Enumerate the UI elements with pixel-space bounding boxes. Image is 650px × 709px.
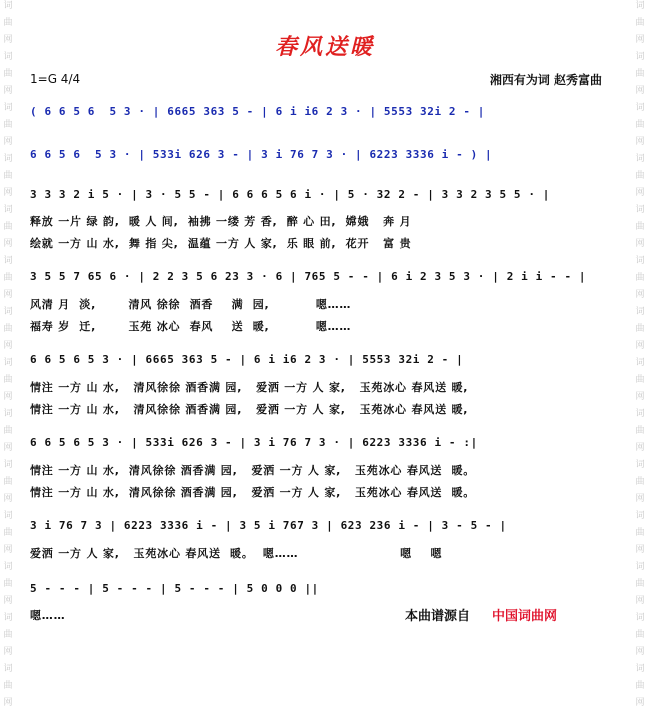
watermark-glyph: 曲 <box>635 324 645 334</box>
watermark-glyph: 网 <box>635 137 645 147</box>
key-signature: 1=G 4/4 <box>30 72 81 86</box>
chorus-lyrics-2b: 情注 一方 山 水, 清风徐徐 酒香满 园, 爱洒 一方 人 家, 玉苑冰心 春风送 暖。 <box>30 486 476 499</box>
watermark-glyph: 网 <box>635 596 645 606</box>
watermark-glyph: 曲 <box>3 681 13 691</box>
watermark-glyph: 词 <box>635 460 645 470</box>
watermark-glyph: 词 <box>3 103 13 113</box>
watermark-glyph: 网 <box>3 188 13 198</box>
coda-notation-line-1: 3 i 76 7 3 | 6223 3336 i - | 3 5 i 767 3 | 623 236 i - | 3 - 5 - | <box>30 519 507 532</box>
watermark-glyph: 曲 <box>635 18 645 28</box>
watermark-glyph: 网 <box>3 443 13 453</box>
watermark-glyph: 网 <box>635 290 645 300</box>
watermark-glyph: 网 <box>3 35 13 45</box>
song-title: 春风送暖 <box>274 34 375 60</box>
watermark-glyph: 词 <box>635 409 645 419</box>
watermark-glyph: 曲 <box>635 477 645 487</box>
watermark-glyph: 曲 <box>635 579 645 589</box>
watermark-glyph: 网 <box>3 239 13 249</box>
source-label: 本曲谱源自 <box>405 609 471 624</box>
chorus-notation-line-2: 6 6 5 6 5 3 · | 533i 626 3 - | 3 i 76 7 3 · | 6223 3336 i - :| <box>30 436 478 449</box>
watermark-glyph: 曲 <box>635 273 645 283</box>
watermark-glyph: 词 <box>635 511 645 521</box>
watermark-glyph: 曲 <box>3 630 13 640</box>
watermark-glyph: 曲 <box>635 375 645 385</box>
watermark-glyph: 词 <box>635 358 645 368</box>
watermark-glyph: 词 <box>3 52 13 62</box>
watermark-glyph: 曲 <box>3 426 13 436</box>
watermark-glyph: 曲 <box>3 528 13 538</box>
watermark-glyph: 网 <box>3 86 13 96</box>
chorus-lyrics-1b: 情注 一方 山 水, 清风徐徐 酒香满 园, 爱洒 一方 人 家, 玉苑冰心 春风送 暖, <box>30 403 469 416</box>
watermark-glyph: 网 <box>635 698 645 708</box>
coda-lyrics-2: 嗯…… <box>30 609 66 622</box>
watermark-glyph: 曲 <box>635 171 645 181</box>
watermark-glyph: 曲 <box>635 681 645 691</box>
watermark-glyph: 词 <box>3 460 13 470</box>
watermark-glyph: 曲 <box>3 324 13 334</box>
source-credit <box>405 605 557 624</box>
watermark-glyph: 词 <box>3 511 13 521</box>
watermark-glyph: 网 <box>635 239 645 249</box>
watermark-glyph: 词 <box>3 358 13 368</box>
watermark-glyph: 词 <box>3 154 13 164</box>
credits: 湘西有为词 赵秀富曲 <box>489 73 602 87</box>
watermark-glyph: 词 <box>3 307 13 317</box>
watermark-glyph: 词 <box>3 1 13 11</box>
watermark-glyph: 网 <box>635 392 645 402</box>
watermark-glyph: 词 <box>635 664 645 674</box>
coda-lyrics-1: 爱洒 一方 人 家, 玉苑冰心 春风送 暖。 嗯…… 嗯 嗯 <box>30 547 443 560</box>
watermark-glyph: 网 <box>635 341 645 351</box>
watermark-glyph: 词 <box>3 664 13 674</box>
watermark-glyph: 曲 <box>3 120 13 130</box>
watermark-glyph: 网 <box>3 137 13 147</box>
watermark-glyph: 曲 <box>3 375 13 385</box>
watermark-glyph: 曲 <box>3 477 13 487</box>
verse-lyrics-1b: 绘就 一方 山 水, 舞 指 尖, 温蕴 一方 人 家, 乐 眼 前, 花开 富 贵 <box>30 237 412 250</box>
watermark-glyph: 曲 <box>635 528 645 538</box>
watermark-glyph: 曲 <box>3 18 13 28</box>
watermark-glyph: 词 <box>635 205 645 215</box>
verse-lyrics-2b: 福寿 岁 迁, 玉苑 冰心 春风 送 暖, 嗯…… <box>30 320 352 333</box>
watermark-glyph: 词 <box>3 613 13 623</box>
watermark-glyph: 网 <box>635 35 645 45</box>
watermark-glyph: 词 <box>635 613 645 623</box>
watermark-glyph: 曲 <box>635 426 645 436</box>
watermark-glyph: 网 <box>635 647 645 657</box>
watermark-glyph: 网 <box>3 341 13 351</box>
prelude-notation-line-2: 6 6 5 6 5 3 · | 533i 626 3 - | 3 i 76 7 3 · | 6223 3336 i - ) | <box>30 148 493 161</box>
chorus-lyrics-1a: 情注 一方 山 水, 清风徐徐 酒香满 园, 爱洒 一方 人 家, 玉苑冰心 春风送 暖, <box>30 381 469 394</box>
watermark-glyph: 曲 <box>635 120 645 130</box>
coda-notation-line-2: 5 - - - | 5 - - - | 5 - - - | 5 0 0 0 || <box>30 582 319 595</box>
watermark-glyph: 词 <box>635 307 645 317</box>
prelude-notation-line-1: ( 6 6 5 6 5 3 · | 6665 363 5 - | 6 i i6 2 3 · | 5553 32i 2 - | <box>30 105 486 118</box>
watermark-glyph: 网 <box>3 698 13 708</box>
watermark-glyph: 曲 <box>3 171 13 181</box>
watermark-glyph: 词 <box>3 205 13 215</box>
watermark-left <box>1 0 15 708</box>
watermark-glyph: 网 <box>3 494 13 504</box>
chorus-notation-line-1: 6 6 5 6 5 3 · | 6665 363 5 - | 6 i i6 2 3 · | 5553 32i 2 - | <box>30 353 464 366</box>
watermark-glyph: 网 <box>635 443 645 453</box>
watermark-glyph: 网 <box>635 86 645 96</box>
watermark-glyph: 曲 <box>3 579 13 589</box>
watermark-glyph: 曲 <box>635 222 645 232</box>
watermark-glyph: 网 <box>3 647 13 657</box>
chorus-lyrics-2a: 情注 一方 山 水, 清风徐徐 酒香满 园, 爱洒 一方 人 家, 玉苑冰心 春风送 暖。 <box>30 464 476 477</box>
watermark-glyph: 曲 <box>635 630 645 640</box>
watermark-right <box>633 0 647 708</box>
watermark-glyph: 网 <box>3 596 13 606</box>
watermark-glyph: 词 <box>3 409 13 419</box>
watermark-glyph: 曲 <box>3 69 13 79</box>
watermark-glyph: 词 <box>635 103 645 113</box>
watermark-glyph: 网 <box>635 494 645 504</box>
watermark-glyph: 曲 <box>3 222 13 232</box>
watermark-glyph: 词 <box>635 154 645 164</box>
watermark-glyph: 词 <box>635 256 645 266</box>
site-link[interactable]: 中国词曲网 <box>492 609 558 624</box>
watermark-glyph: 词 <box>3 562 13 572</box>
watermark-glyph: 曲 <box>635 69 645 79</box>
watermark-glyph: 网 <box>635 188 645 198</box>
watermark-glyph: 网 <box>635 545 645 555</box>
watermark-glyph: 词 <box>635 1 645 11</box>
watermark-glyph: 网 <box>3 545 13 555</box>
verse-lyrics-2a: 风清 月 淡, 清风 徐徐 酒香 满 园, 嗯…… <box>30 298 352 311</box>
verse-notation-line-1: 3 3 3 2 i 5 · | 3 · 5 5 - | 6 6 6 5 6 i · | 5 · 32 2 - | 3 3 2 3 5 5 · | <box>30 188 551 201</box>
watermark-glyph: 词 <box>3 256 13 266</box>
verse-lyrics-1a: 释放 一片 绿 韵, 暖 人 间, 袖拂 一缕 芳 香, 醉 心 田, 嫦娥 奔 月 <box>30 215 412 228</box>
watermark-glyph: 网 <box>3 290 13 300</box>
watermark-glyph: 曲 <box>3 273 13 283</box>
verse-notation-line-2: 3 5 5 7 65 6 · | 2 2 3 5 6 23 3 · 6 | 765 5 - - | 6 i 2 3 5 3 · | 2 i i - - | <box>30 270 587 283</box>
watermark-glyph: 词 <box>635 52 645 62</box>
watermark-glyph: 网 <box>3 392 13 402</box>
watermark-glyph: 词 <box>635 562 645 572</box>
